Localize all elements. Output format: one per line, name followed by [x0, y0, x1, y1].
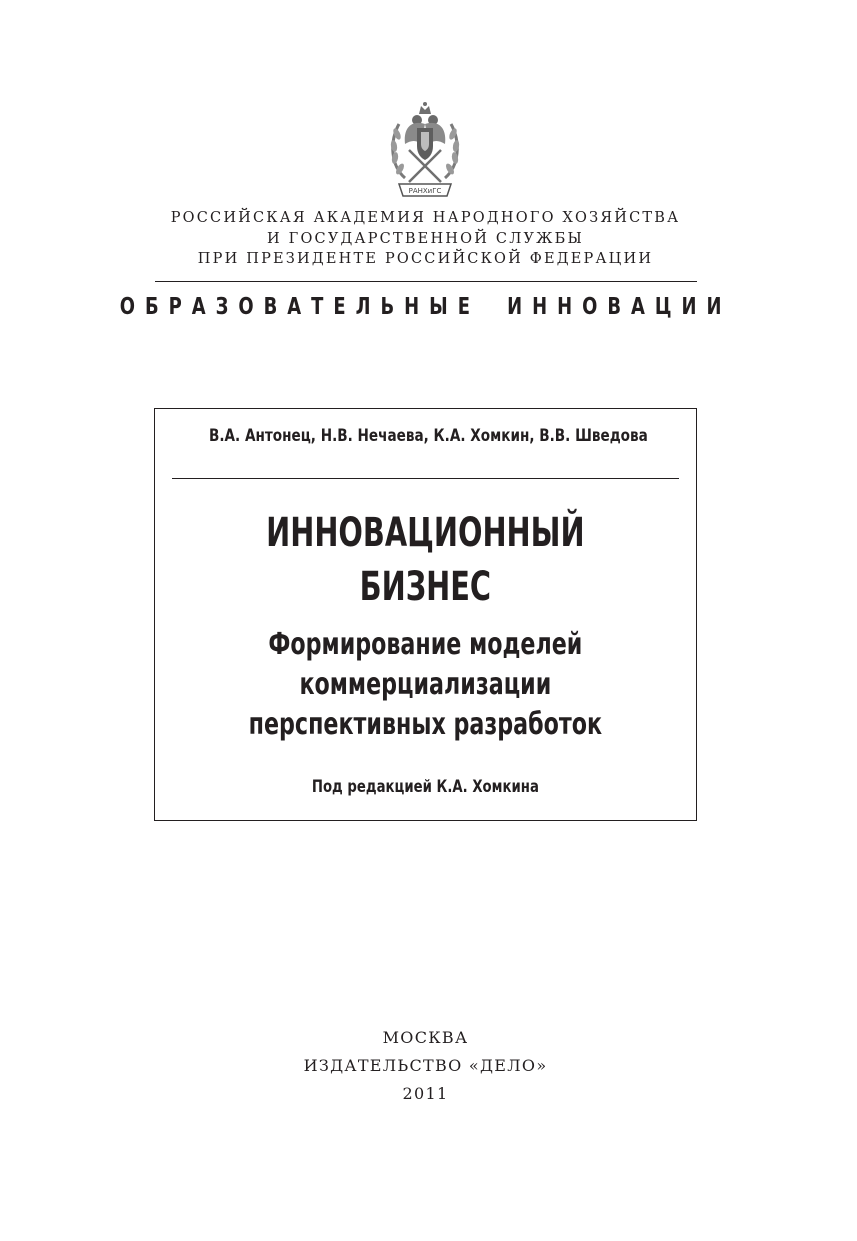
book-title-line-1: ИННОВАЦИОННЫЙ: [266, 510, 585, 556]
imprint-year: 2011: [402, 1084, 449, 1103]
title-frame: [154, 408, 697, 821]
series-title: ОБРАЗОВАТЕЛЬНЫЕ ИННОВАЦИИ: [119, 294, 732, 320]
imprint: [0, 1024, 851, 1108]
book-subtitle-line-3: перспективных разработок: [248, 707, 603, 742]
book-subtitle: [225, 625, 625, 745]
book-title: [231, 506, 621, 614]
book-title-line-2: БИЗНЕС: [359, 564, 492, 610]
book-subtitle-line-1: Формирование моделей: [268, 627, 583, 662]
ranepa-crest-icon: [385, 100, 465, 200]
academy-line-3: ПРИ ПРЕЗИДЕНТЕ РОССИЙСКОЙ ФЕДЕРАЦИИ: [197, 251, 654, 267]
header-divider: [155, 281, 697, 282]
book-subtitle-line-2: коммерциализации: [299, 667, 552, 702]
academy-line-1: РОССИЙСКАЯ АКАДЕМИЯ НАРОДНОГО ХОЗЯЙСТВА: [170, 210, 681, 226]
emblem-ribbon-text: РАНХиГС: [408, 187, 442, 195]
imprint-publisher: ИЗДАТЕЛЬСТВО «ДЕЛО»: [303, 1056, 548, 1075]
academy-line-2: И ГОСУДАРСТВЕННОЙ СЛУЖБЫ: [267, 230, 584, 247]
authors-divider: [172, 478, 679, 479]
editor-credit: Под редакцией К.А. Хомкина: [311, 777, 539, 797]
imprint-city: МОСКВА: [382, 1028, 469, 1047]
authors: В.А. Антонец, Н.В. Нечаева, К.А. Хомкин, В.В. Шведова: [209, 426, 648, 446]
academy-name: [0, 208, 851, 270]
